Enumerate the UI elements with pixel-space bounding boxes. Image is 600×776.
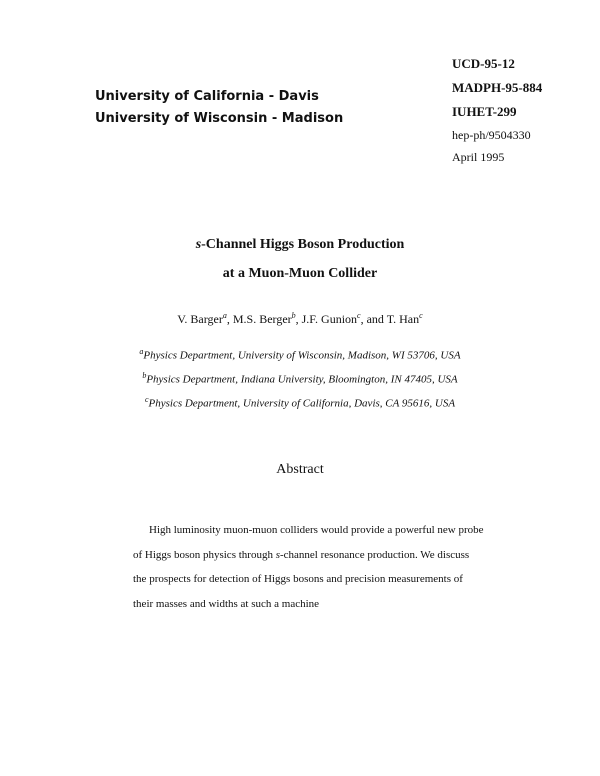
affiliation-text: Physics Department, Indiana University, Bloomington, IN 47405, USA (146, 373, 458, 386)
author-separator: , (226, 312, 233, 326)
affiliation-mark: a (139, 347, 144, 356)
affiliation (0, 395, 600, 410)
abstract-variable: s (275, 548, 280, 561)
report-number: IUHET-299 (452, 104, 517, 119)
author-name: T. Han (386, 312, 420, 326)
preprint-date: April 1995 (452, 150, 505, 164)
institution: University of California - Davis (95, 89, 319, 104)
author-name: M.S. Berger (232, 312, 292, 326)
paper-title-line2: at a Muon-Muon Collider (222, 266, 378, 281)
author-mark: b (291, 311, 296, 320)
author-separator: , and (360, 312, 387, 326)
abstract-line: High luminosity muon-muon colliders would provide a powerful new probe (149, 524, 484, 536)
affiliation-text: Physics Department, University of California, Davis, CA 95616, USA (148, 397, 456, 410)
institutions (95, 86, 343, 130)
author-name: V. Barger (177, 312, 223, 326)
abstract-body (133, 522, 484, 620)
abstract-text: of Higgs boson physics through (133, 548, 276, 561)
affiliation (0, 371, 600, 386)
affiliation-mark: b (142, 371, 147, 380)
paper-title-line1 (0, 237, 600, 253)
abstract-text: -channel resonance production. We discuss (279, 548, 470, 561)
affiliation-text: Physics Department, University of Wisconsin, Madison, WI 53706, USA (143, 349, 461, 362)
report-number: MADPH-95-884 (452, 80, 543, 95)
report-number: UCD-95-12 (452, 56, 515, 71)
affiliation (0, 347, 600, 362)
abstract-heading: Abstract (276, 462, 324, 477)
author-separator: , (295, 312, 302, 326)
affiliation-mark: c (144, 395, 149, 404)
author-list (0, 311, 600, 327)
author-name: J.F. Gunion (301, 312, 358, 326)
abstract-line: their masses and widths at such a machine (133, 597, 320, 610)
institution: University of Wisconsin - Madison (95, 111, 344, 126)
author-mark: c (419, 311, 423, 320)
preprint-info (452, 52, 542, 168)
title-variable: s (195, 237, 202, 252)
abstract-line: the prospects for detection of Higgs bosons and precision measurements of (133, 573, 463, 585)
arxiv-id: hep-ph/9504330 (452, 128, 531, 142)
author-mark: c (357, 311, 361, 320)
title-text: -Channel Higgs Boson Production (201, 237, 405, 252)
author-mark: a (222, 311, 227, 320)
abstract-line (133, 547, 473, 572)
